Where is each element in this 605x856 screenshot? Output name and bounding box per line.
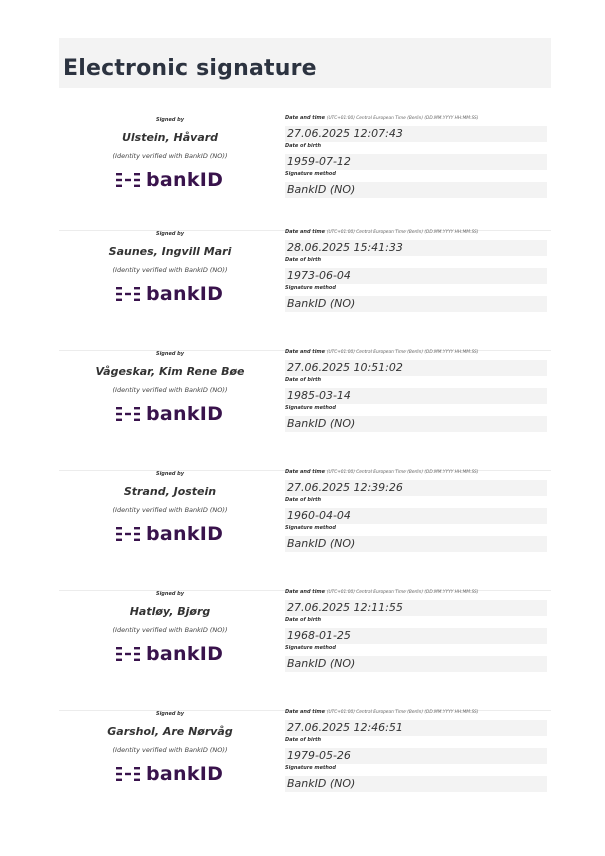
method-label: Signature method xyxy=(285,285,336,291)
signer-name: Ulstein, Håvard xyxy=(121,131,219,144)
signature-block xyxy=(59,590,551,710)
signature-block xyxy=(59,116,551,236)
dob-label: Date of birth xyxy=(285,617,322,623)
dob-label: Date of birth xyxy=(285,257,322,263)
signer-name: Garshol, Are Nørvåg xyxy=(107,725,233,738)
signer-name: Vågeskar, Kim Rene Bøe xyxy=(95,365,245,378)
bankid-logo xyxy=(116,522,224,546)
bankid-icon xyxy=(116,172,141,188)
method-value: BankID (NO) xyxy=(285,656,547,672)
bankid-logo xyxy=(116,282,224,306)
bankid-icon xyxy=(116,286,141,302)
signature-block xyxy=(59,710,551,830)
bankid-wordmark: bankID xyxy=(146,643,224,665)
method-label: Signature method xyxy=(285,645,336,651)
datetime-format-note: (UTC+01:00) Central European Time (Berlin) (DD.MM.YYYY HH:MM:SS) xyxy=(326,116,479,121)
bankid-logo xyxy=(116,402,224,426)
method-label: Signature method xyxy=(285,405,336,411)
bankid-logo xyxy=(116,168,224,192)
method-value: BankID (NO) xyxy=(285,536,547,552)
dob-value: 1968-01-25 xyxy=(285,628,547,644)
datetime-label xyxy=(285,709,478,715)
dob-value: 1973-06-04 xyxy=(285,268,547,284)
bankid-logo xyxy=(116,762,224,786)
verification-note: (Identity verified with BankID (NO)) xyxy=(112,266,228,274)
bankid-wordmark: bankID xyxy=(146,403,224,425)
datetime-value: 27.06.2025 10:51:02 xyxy=(285,360,547,376)
datetime-label xyxy=(285,229,478,235)
header xyxy=(59,38,551,88)
datetime-label-text: Date and time xyxy=(285,115,326,121)
datetime-label xyxy=(285,115,478,121)
signed-by-label: Signed by xyxy=(155,711,184,717)
datetime-label xyxy=(285,589,478,595)
datetime-label-text: Date and time xyxy=(285,229,326,235)
method-value: BankID (NO) xyxy=(285,296,547,312)
datetime-value: 27.06.2025 12:11:55 xyxy=(285,600,547,616)
bankid-wordmark: bankID xyxy=(146,763,224,785)
dob-label: Date of birth xyxy=(285,497,322,503)
dob-value: 1960-04-04 xyxy=(285,508,547,524)
bankid-wordmark: bankID xyxy=(146,523,224,545)
datetime-format-note: (UTC+01:00) Central European Time (Berlin) (DD.MM.YYYY HH:MM:SS) xyxy=(326,350,479,355)
dob-value: 1979-05-26 xyxy=(285,748,547,764)
signature-block xyxy=(59,350,551,470)
bankid-icon xyxy=(116,766,141,782)
bankid-icon xyxy=(116,646,141,662)
datetime-label xyxy=(285,349,478,355)
datetime-label-text: Date and time xyxy=(285,349,326,355)
dob-label: Date of birth xyxy=(285,737,322,743)
signed-by-label: Signed by xyxy=(155,117,184,123)
dob-label: Date of birth xyxy=(285,377,322,383)
signed-by-label: Signed by xyxy=(155,471,184,477)
method-label: Signature method xyxy=(285,525,336,531)
bankid-icon xyxy=(116,526,141,542)
signature-block xyxy=(59,230,551,350)
datetime-label xyxy=(285,469,478,475)
verification-note: (Identity verified with BankID (NO)) xyxy=(112,506,228,514)
datetime-value: 27.06.2025 12:46:51 xyxy=(285,720,547,736)
datetime-label-text: Date and time xyxy=(285,469,326,475)
bankid-logo xyxy=(116,642,224,666)
signature-block xyxy=(59,470,551,590)
datetime-format-note: (UTC+01:00) Central European Time (Berlin) (DD.MM.YYYY HH:MM:SS) xyxy=(326,710,479,715)
signer-name: Strand, Jostein xyxy=(123,485,217,498)
method-value: BankID (NO) xyxy=(285,182,547,198)
datetime-value: 28.06.2025 15:41:33 xyxy=(285,240,547,256)
bankid-icon xyxy=(116,406,141,422)
dob-value: 1985-03-14 xyxy=(285,388,547,404)
signed-by-label: Signed by xyxy=(155,351,184,357)
datetime-label-text: Date and time xyxy=(285,589,326,595)
verification-note: (Identity verified with BankID (NO)) xyxy=(112,746,228,754)
datetime-label-text: Date and time xyxy=(285,709,326,715)
datetime-format-note: (UTC+01:00) Central European Time (Berlin) (DD.MM.YYYY HH:MM:SS) xyxy=(326,230,479,235)
method-value: BankID (NO) xyxy=(285,416,547,432)
verification-note: (Identity verified with BankID (NO)) xyxy=(112,626,228,634)
bankid-wordmark: bankID xyxy=(146,169,224,191)
signer-name: Saunes, Ingvill Mari xyxy=(108,245,232,258)
datetime-value: 27.06.2025 12:07:43 xyxy=(285,126,547,142)
bankid-wordmark: bankID xyxy=(146,283,224,305)
dob-label: Date of birth xyxy=(285,143,322,149)
datetime-value: 27.06.2025 12:39:26 xyxy=(285,480,547,496)
verification-note: (Identity verified with BankID (NO)) xyxy=(112,386,228,394)
verification-note: (Identity verified with BankID (NO)) xyxy=(112,152,228,160)
datetime-format-note: (UTC+01:00) Central European Time (Berlin) (DD.MM.YYYY HH:MM:SS) xyxy=(326,470,479,475)
signer-name: Hatløy, Bjørg xyxy=(129,605,211,618)
method-value: BankID (NO) xyxy=(285,776,547,792)
page-title: Electronic signature xyxy=(63,56,317,81)
signed-by-label: Signed by xyxy=(155,231,184,237)
method-label: Signature method xyxy=(285,171,336,177)
datetime-format-note: (UTC+01:00) Central European Time (Berlin) (DD.MM.YYYY HH:MM:SS) xyxy=(326,590,479,595)
signed-by-label: Signed by xyxy=(155,591,184,597)
dob-value: 1959-07-12 xyxy=(285,154,547,170)
method-label: Signature method xyxy=(285,765,336,771)
